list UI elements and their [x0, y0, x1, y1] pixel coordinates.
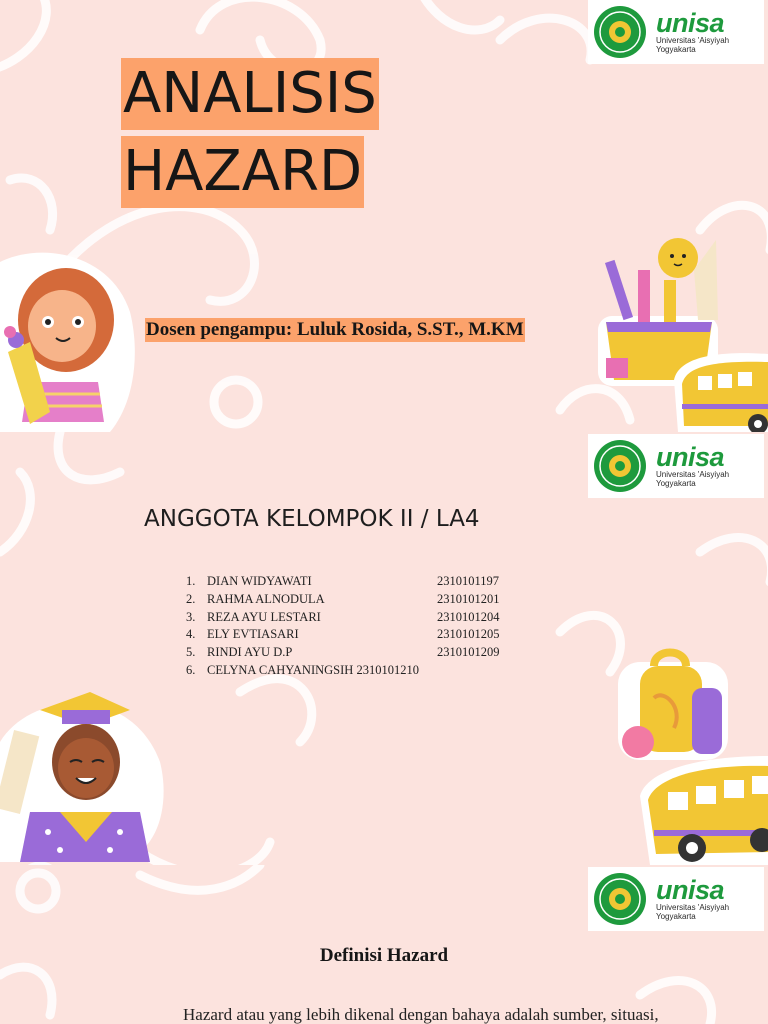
unisa-logo: [588, 0, 764, 64]
members-list: [186, 573, 500, 679]
list-item: 1. DIAN WIDYAWATI 2310101197: [186, 574, 500, 589]
list-item: 3. REZA AYU LESTARI 2310101204: [186, 609, 500, 624]
logo-brand: unisa: [656, 442, 725, 472]
logo-subtitle-2: Yogyakarta: [656, 45, 696, 54]
unisa-seal-icon: [592, 438, 648, 494]
definition-body: Hazard atau yang lebih dikenal dengan bahaya adalah sumber, situasi,: [183, 1005, 659, 1024]
definition-slide: [0, 865, 768, 1024]
logo-brand: unisa: [656, 8, 725, 38]
unisa-logo: [588, 867, 764, 931]
title-line-1: ANALISIS: [121, 58, 379, 130]
graduate-sticker-icon: [0, 682, 168, 862]
lecturer-label: Dosen pengampu: Luluk Rosida, S.ST., M.KM: [146, 319, 524, 340]
list-item: 4. ELY EVTIASARI 2310101205: [186, 627, 500, 642]
logo-subtitle-2: Yogyakarta: [656, 479, 696, 488]
list-item: 6. CELYNA CAHYANINGSIH 2310101210: [186, 662, 419, 677]
logo-brand: unisa: [656, 875, 725, 905]
school-bus-sticker-icon: [634, 752, 768, 865]
title-slide: [0, 0, 768, 432]
unisa-logo: [588, 434, 764, 498]
logo-subtitle-1: Universitas 'Aisyiyah: [656, 36, 730, 45]
logo-subtitle-1: Universitas 'Aisyiyah: [656, 470, 730, 479]
list-item: 5. RINDI AYU D.P 2310101209: [186, 645, 500, 660]
members-heading: ANGGOTA KELOMPOK II / LA4: [144, 506, 480, 532]
school-bus-sticker-icon: [668, 350, 768, 432]
logo-subtitle-1: Universitas 'Aisyiyah: [656, 903, 730, 912]
title-line-2: HAZARD: [121, 136, 364, 208]
girl-sticker-icon: [0, 252, 140, 432]
unisa-seal-icon: [592, 871, 648, 927]
unisa-seal-icon: [592, 4, 648, 60]
backpack-sticker-icon: [614, 648, 732, 762]
logo-subtitle-2: Yogyakarta: [656, 912, 696, 921]
list-item: 2. RAHMA ALNODULA 2310101201: [186, 592, 500, 607]
members-slide: [0, 432, 768, 865]
definition-heading: Definisi Hazard: [319, 945, 449, 966]
